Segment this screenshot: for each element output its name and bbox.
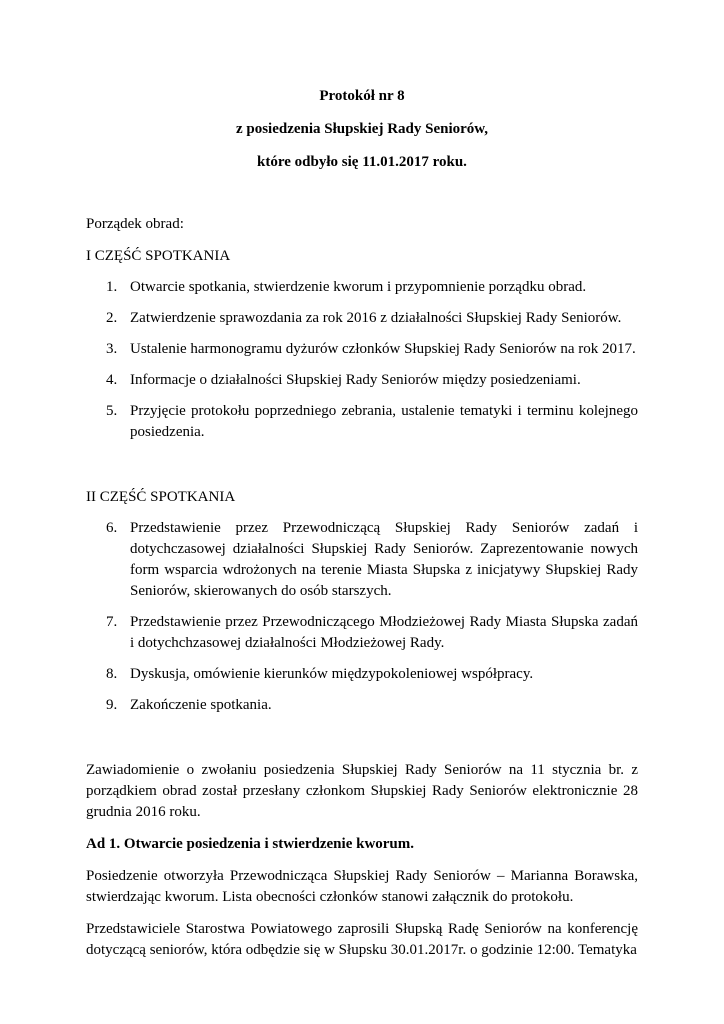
agenda-item <box>86 339 638 360</box>
document-subtitle: z posiedzenia Słupskiej Rady Seniorów, <box>235 121 489 137</box>
agenda-item-text: Zatwierdzenie sprawozdania za rok 2016 z działalności Słupskiej Rady Seniorów. <box>130 310 622 326</box>
agenda-item <box>86 518 638 602</box>
agenda-item <box>86 308 638 329</box>
agenda-item-text: Przedstawienie przez Przewodniczącego Młodzieżowej Rady Miasta Słupska zadań i dotychchzasowej działalności Młodzieżowej Rady. <box>130 614 638 651</box>
agenda-item-number: 4. <box>106 372 118 388</box>
ad1-paragraph: Posiedzenie otworzyła Przewodnicząca Słupskiej Rady Seniorów – Marianna Borawska, stwierdzając kworum. Lista obecności członków stanowi załącznik do protokołu. <box>86 868 638 905</box>
agenda-item <box>86 612 638 654</box>
agenda-item <box>86 370 638 391</box>
part2-label: II CZĘŚĆ SPOTKANIA <box>86 489 236 505</box>
agenda-item <box>86 401 638 443</box>
agenda-item-number: 8. <box>106 666 118 682</box>
agenda-item <box>86 695 638 716</box>
ad1-paragraph: Przedstawiciele Starostwa Powiatowego zaprosili Słupską Radę Seniorów na konferencję dotyczącą seniorów, która odbędzie się w Słupsku 30.01.2017r. o godzinie 12:00. Tematyka <box>86 921 638 958</box>
part2-list <box>86 518 638 716</box>
agenda-item-text: Przedstawienie przez Przewodniczącą Słupskiej Rady Seniorów zadań i dotychczasowej działalności Słupskiej Rady Seniorów. Zaprezentowanie nowych form wsparcia wdrożonych na terenie Miasta Słupska z inicjatywy Słupskiej Rady Seniorów, skierowanych do osób starszych. <box>130 520 638 599</box>
ad1-heading: Ad 1. Otwarcie posiedzenia i stwierdzenie kworum. <box>86 836 415 852</box>
agenda-item-number: 6. <box>106 520 118 536</box>
document-date-line: które odbyło się 11.01.2017 roku. <box>257 154 467 170</box>
agenda-item-number: 3. <box>106 341 118 357</box>
agenda-item-text: Ustalenie harmonogramu dyżurów członków Słupskiej Rady Seniorów na rok 2017. <box>130 341 636 357</box>
agenda-item-text: Zakończenie spotkania. <box>130 697 272 713</box>
agenda-item-text: Dyskusja, omówienie kierunków międzypokoleniowej współpracy. <box>130 666 534 682</box>
agenda-item-number: 7. <box>106 614 118 630</box>
document-title: Protokół nr 8 <box>319 88 405 104</box>
agenda-item-text: Otwarcie spotkania, stwierdzenie kworum i przypomnienie porządku obrad. <box>130 279 587 295</box>
agenda-item <box>86 277 638 298</box>
meeting-notice-paragraph: Zawiadomienie o zwołaniu posiedzenia Słupskiej Rady Seniorów na 11 stycznia br. z porządkiem obrad został przesłany członkom Słupskiej Rady Seniorów elektronicznie 28 grudnia 2016 roku. <box>86 762 638 820</box>
agenda-label: Porządek obrad: <box>86 216 184 232</box>
agenda-item-number: 1. <box>106 279 118 295</box>
agenda-item <box>86 664 638 685</box>
agenda-item-number: 2. <box>106 310 118 326</box>
agenda-item-text: Przyjęcie protokołu poprzedniego zebrania, ustalenie tematyki i terminu kolejnego posiedzenia. <box>130 403 638 440</box>
agenda-item-text: Informacje o działalności Słupskiej Rady Seniorów między posiedzeniami. <box>130 372 581 388</box>
part1-label: I CZĘŚĆ SPOTKANIA <box>86 248 231 264</box>
agenda-item-number: 9. <box>106 697 118 713</box>
agenda-item-number: 5. <box>106 403 118 419</box>
part1-list <box>86 277 638 443</box>
